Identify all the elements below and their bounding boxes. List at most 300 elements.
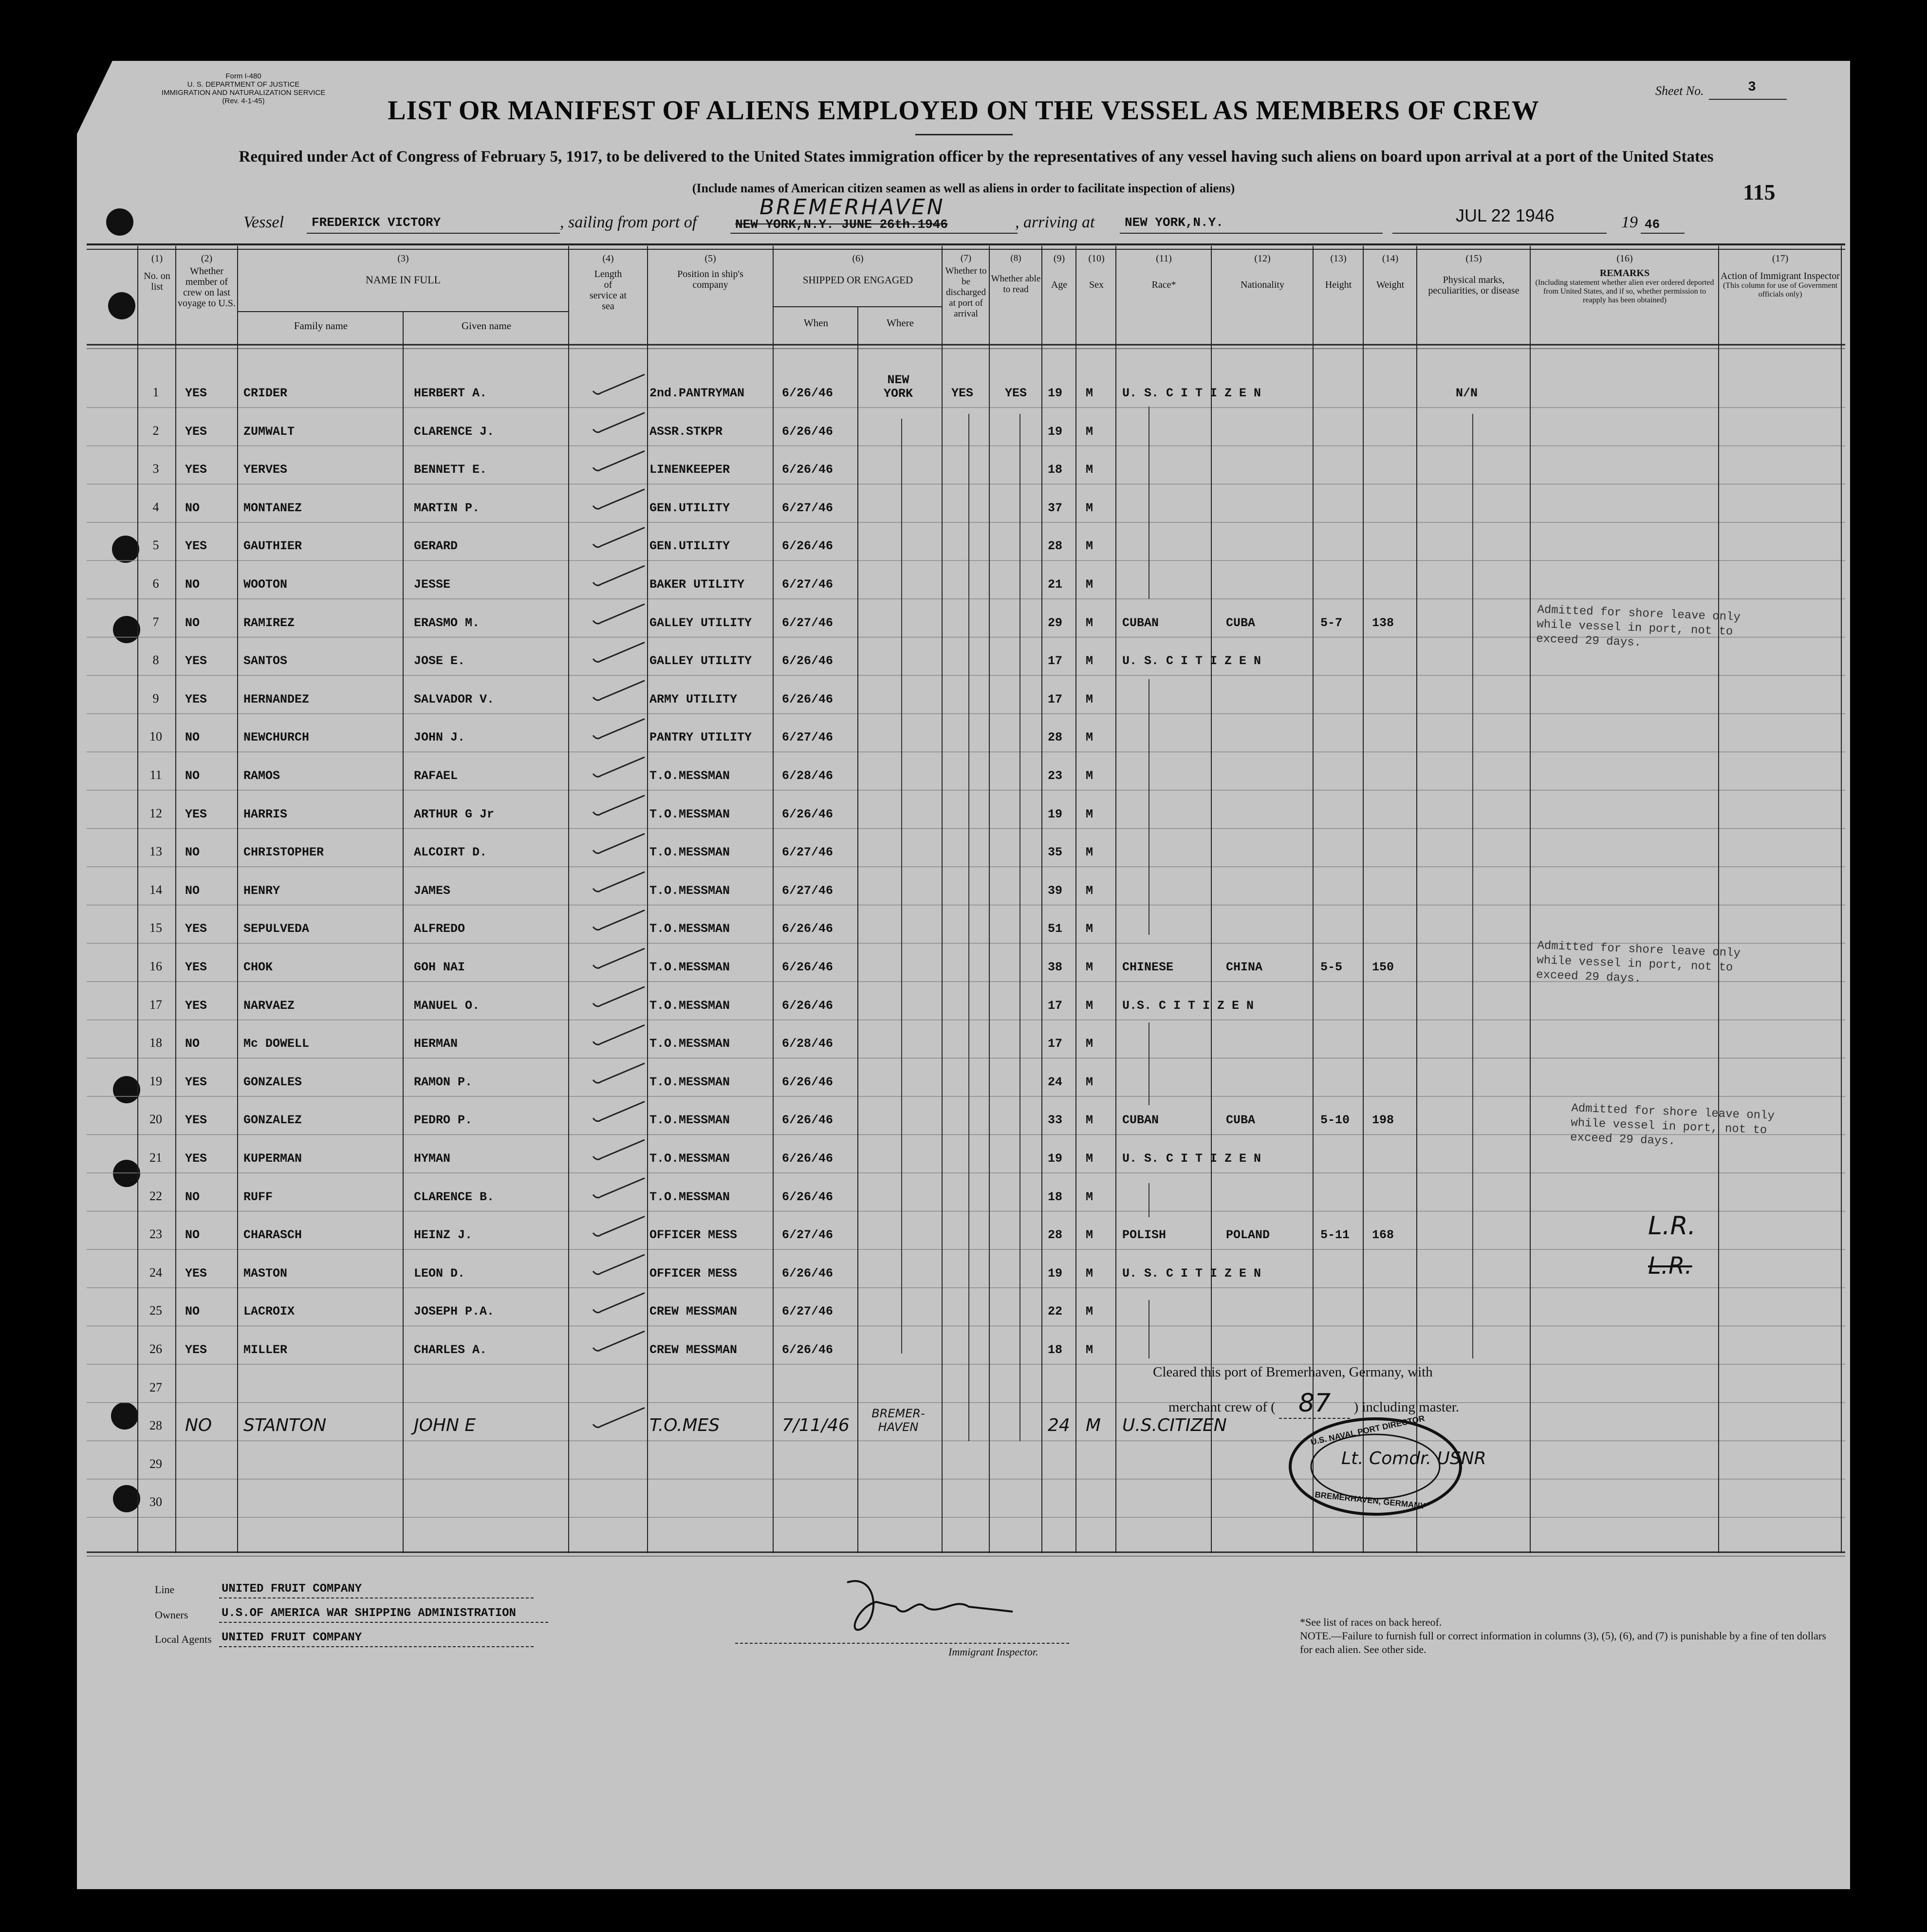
cell-family: HENRY (243, 883, 280, 898)
remark-row-16: Admitted for shore leave only while vessel in port, not to exceed 29 days. (1536, 939, 1741, 986)
cell-age: 51 (1048, 922, 1063, 936)
cell-race: CHINESE (1122, 960, 1174, 974)
footer-owners-label: Owners (155, 1609, 188, 1621)
cell-race: U. S. C I T I Z E N (1122, 386, 1261, 400)
col6-title: SHIPPED OR ENGAGED (802, 274, 913, 286)
col12-header (1212, 253, 1313, 290)
cell-given: CLARENCE B. (414, 1189, 495, 1204)
cell-pos: T.O.MESSMAN (649, 845, 730, 860)
cell-age: 24 (1048, 1075, 1063, 1089)
footer-line-value: UNITED FRUIT COMPANY (222, 1582, 362, 1596)
cell-family: GONZALEZ (243, 1113, 302, 1128)
row-number: 6 (152, 576, 159, 591)
col6-number: (6) (852, 253, 864, 264)
vessel-label: Vessel (243, 213, 284, 231)
cell-pos: T.O.MESSMAN (649, 769, 730, 783)
col8-header (990, 253, 1041, 295)
arriving-port: NEW YORK,N.Y. (1125, 215, 1223, 230)
sheet-label: Sheet No. (1655, 84, 1704, 98)
row-number: 29 (149, 1456, 162, 1471)
cell-family: YERVES (243, 463, 288, 477)
cell-sex: M (1086, 615, 1093, 630)
cell-sex: M (1086, 539, 1093, 554)
col10-header (1077, 253, 1116, 290)
col16-title: REMARKS (1599, 268, 1650, 279)
cell-race: CUBAN (1122, 1113, 1159, 1128)
cell-when: 6/26/46 (782, 1343, 834, 1357)
cell-given: ALCOIRT D. (414, 845, 487, 860)
service-checkmark (593, 413, 645, 432)
row-number: 25 (149, 1303, 162, 1318)
cell-when: 6/26/46 (782, 692, 834, 706)
cell-age: 19 (1048, 386, 1063, 400)
cell-sex: M (1086, 577, 1093, 592)
cell-sex: M (1086, 692, 1093, 706)
cell-pos: GALLEY UTILITY (649, 654, 752, 669)
cell-family: NEWCHURCH (243, 730, 310, 745)
remark-row-20: Admitted for shore leave only while vessel in port, not to exceed 29 days. (1570, 1101, 1775, 1149)
cell-when: 6/27/46 (782, 1228, 834, 1243)
cell-crew: YES (185, 424, 207, 439)
cell-sex: M (1086, 386, 1093, 400)
cell-given: GERARD (414, 539, 458, 554)
row-number: 15 (149, 921, 162, 935)
service-checkmark (593, 834, 645, 853)
col14-title: Weight (1376, 279, 1405, 290)
cell-age: 28 (1048, 539, 1063, 554)
form-number: Form I-480 (225, 72, 261, 80)
naval-stamp-top-text: U.S. NAVAL PORT DIRECTOR (1310, 1413, 1426, 1447)
cell-crew: NO (185, 730, 200, 745)
col3-number: (3) (397, 253, 409, 264)
service-checkmark (593, 796, 645, 815)
col11-header (1117, 253, 1211, 290)
cell-given: LEON D. (414, 1266, 465, 1281)
col16-header (1531, 253, 1718, 305)
col10-number: (10) (1088, 253, 1105, 264)
service-checkmark (593, 1255, 645, 1274)
row-number: 21 (149, 1151, 162, 1165)
cell-family: HERNANDEZ (243, 692, 310, 706)
cell-when: 6/26/46 (782, 998, 834, 1013)
cell-age: 19 (1048, 424, 1063, 439)
cell-pos: BAKER UTILITY (649, 577, 745, 592)
col5-number: (5) (704, 253, 716, 264)
col14-number: (14) (1382, 253, 1399, 264)
cell-race: U. S. C I T I Z E N (1122, 1266, 1261, 1281)
col15-header (1418, 253, 1530, 296)
cell-crew: YES (185, 1113, 207, 1128)
cell-pos: T.O.MESSMAN (649, 1037, 730, 1051)
service-checkmark (593, 910, 645, 929)
col7-number: (7) (960, 253, 972, 263)
row-number: 28 (149, 1418, 162, 1433)
cell-family: MASTON (243, 1266, 288, 1281)
inspector-signature (847, 1581, 1013, 1630)
cell-sex: M (1086, 922, 1093, 936)
cell-pos: T.O.MESSMAN (649, 922, 730, 936)
cell-nat: CUBA (1226, 615, 1256, 630)
cell-age: 19 (1048, 1152, 1063, 1166)
service-checkmark (593, 1025, 645, 1044)
cell-ht: 5-5 (1320, 960, 1343, 974)
cell-wt: 138 (1372, 615, 1394, 630)
arrival-date-stamp: JUL 22 1946 (1456, 205, 1555, 225)
cleared-line-2a: merchant crew of ( (1168, 1399, 1276, 1415)
cell-family: HARRIS (243, 807, 288, 821)
cell-when: 6/26/46 (782, 463, 834, 477)
cell-race: POLISH (1122, 1228, 1167, 1243)
cell-sex: M (1086, 845, 1093, 860)
cell-pos: T.O.MESSMAN (649, 1189, 730, 1204)
cell-when: 6/26/46 (782, 1189, 834, 1204)
cell-age: 23 (1048, 769, 1063, 783)
cell-given: ARTHUR G Jr (414, 807, 495, 821)
cell-crew: NO (185, 615, 200, 630)
cell-race: U.S. C I T I Z E N (1122, 998, 1254, 1013)
cell-age: 38 (1048, 960, 1063, 974)
cell-given: CLARENCE J. (414, 424, 495, 439)
cell-family: RAMIREZ (243, 615, 295, 630)
cell-pos: 2nd.PANTRYMAN (649, 386, 745, 400)
col3b-header: Given name (461, 320, 512, 332)
row-number: 13 (149, 844, 162, 859)
row-number: 24 (149, 1265, 162, 1280)
col7-header (943, 253, 989, 319)
cell-age: 18 (1048, 1343, 1063, 1357)
cell-when: 6/26/46 (782, 1266, 834, 1281)
cell-family: RAMOS (243, 769, 280, 783)
cell-age: 18 (1048, 463, 1063, 477)
col9-header (1043, 253, 1075, 290)
cell-given: PEDRO P. (414, 1113, 473, 1128)
cell-family: GONZALES (243, 1075, 302, 1089)
cell-family: NARVAEZ (243, 998, 295, 1013)
col9-title: Age (1051, 279, 1068, 290)
cell-sex: M (1086, 1304, 1093, 1319)
cell-family: GAUTHIER (243, 539, 302, 554)
cell-when: 6/28/46 (782, 1037, 834, 1051)
service-checkmark (593, 374, 645, 394)
cell-wt: 150 (1372, 960, 1394, 974)
service-checkmark (593, 757, 645, 777)
col6a-header: When (803, 317, 829, 329)
cell-race: U. S. C I T I Z E N (1122, 654, 1261, 669)
cell-given: JOSEPH P.A. (414, 1304, 495, 1319)
cell-given: RAMON P. (414, 1075, 473, 1089)
form-revision: (Rev. 4-1-45) (222, 97, 265, 105)
cell-crew: YES (185, 998, 207, 1013)
col4-header (570, 253, 647, 312)
cell-family: RUFF (243, 1189, 273, 1204)
cell-when: 6/27/46 (782, 1304, 834, 1319)
cell-family: MONTANEZ (243, 501, 302, 515)
cell-pos: LINENKEEPER (649, 463, 730, 477)
cell-crew: NO (185, 1304, 200, 1319)
cell-crew: YES (185, 922, 207, 936)
cell-sex: M (1086, 1266, 1093, 1281)
cell-given: JAMES (414, 883, 451, 898)
cell-age: 39 (1048, 883, 1063, 898)
cell-given: JOHN E (414, 1415, 476, 1436)
col3a-header: Family name (294, 320, 348, 332)
service-checkmark (593, 642, 645, 662)
cell-pos: GEN.UTILITY (649, 501, 730, 515)
service-checkmark (593, 489, 645, 509)
cell-read: YES (1005, 386, 1027, 400)
cell-marks: N/N (1456, 386, 1478, 400)
cell-where: BREMER-HAVEN (871, 1407, 925, 1434)
cell-pos: PANTRY UTILITY (649, 730, 752, 745)
form-department: U. S. DEPARTMENT OF JUSTICE (187, 80, 300, 89)
cell-crew: NO (185, 769, 200, 783)
footer-line-label: Line (155, 1583, 175, 1596)
cell-given: CHARLES A. (414, 1343, 487, 1357)
sailing-port-handwritten: BREMERHAVEN (760, 195, 945, 220)
cell-nat: CUBA (1226, 1113, 1256, 1128)
col8-title: Whether able to read (991, 274, 1041, 295)
cell-family: CHARASCH (243, 1228, 302, 1243)
row-number: 5 (152, 538, 159, 553)
cell-sex: M (1086, 960, 1093, 974)
cell-given: RAFAEL (414, 769, 458, 783)
cell-sex: M (1086, 654, 1093, 669)
cell-sex: M (1086, 1228, 1093, 1243)
cell-age: 28 (1048, 1228, 1063, 1243)
col5-title: Position in ship's company (677, 269, 743, 290)
cell-family: STANTON (243, 1415, 327, 1436)
cell-crew: YES (185, 1152, 207, 1166)
service-checkmark (593, 948, 645, 968)
cell-family: ZUMWALT (243, 424, 295, 439)
cell-sex: M (1086, 1037, 1093, 1051)
row-number: 18 (149, 1036, 162, 1050)
footer-agents-value: UNITED FRUIT COMPANY (222, 1631, 362, 1644)
year-prefix: 19 (1621, 213, 1638, 231)
year-value: 46 (1645, 217, 1660, 232)
cell-where: NEW YORK (883, 373, 913, 401)
crew-count: 87 (1279, 1389, 1350, 1419)
cell-when: 6/27/46 (782, 730, 834, 745)
cell-pos: T.O.MESSMAN (649, 807, 730, 821)
cleared-statement (1153, 1364, 1433, 1380)
cell-given: MANUEL O. (414, 998, 480, 1013)
form-service: IMMIGRATION AND NATURALIZATION SERVICE (161, 89, 326, 97)
cell-pos: T.O.MESSMAN (649, 960, 730, 974)
cell-when: 6/27/46 (782, 615, 834, 630)
col16-subtitle: (Including statement whether alien ever ordered deported from United States, and if so, whether permission to reapply has been obtained) (1535, 279, 1714, 304)
cell-given: SALVADOR V. (414, 692, 495, 706)
service-checkmark (593, 1216, 645, 1236)
service-checkmark (593, 1101, 645, 1121)
service-checkmark (593, 872, 645, 892)
cell-sex: M (1086, 424, 1093, 439)
footer-notes (1300, 1616, 1835, 1656)
cell-pos: T.O.MES (649, 1415, 720, 1436)
cell-race: U.S.CITIZEN (1122, 1415, 1227, 1436)
cell-when: 6/26/46 (782, 654, 834, 669)
cell-ht: 5-7 (1320, 615, 1343, 630)
cell-age: 37 (1048, 501, 1063, 515)
inspector-initials-struck: L.R. (1648, 1252, 1692, 1280)
cell-when: 6/26/46 (782, 807, 834, 821)
cell-wt: 198 (1372, 1113, 1394, 1128)
sheet-serial-number: 115 (1743, 180, 1776, 204)
cell-crew: YES (185, 1343, 207, 1357)
cell-crew: YES (185, 463, 207, 477)
col1-header (139, 253, 175, 292)
cell-pos: GEN.UTILITY (649, 539, 730, 554)
col13-header (1314, 253, 1363, 290)
cell-age: 18 (1048, 1189, 1063, 1204)
row-number: 9 (152, 691, 159, 706)
row-number: 26 (149, 1342, 162, 1356)
row-number: 22 (149, 1189, 162, 1203)
cell-pos: T.O.MESSMAN (649, 1075, 730, 1089)
cell-when: 6/26/46 (782, 424, 834, 439)
service-checkmark (593, 566, 645, 585)
footer-agents-label: Local Agents (155, 1633, 212, 1645)
cell-age: 19 (1048, 1266, 1063, 1281)
row-number: 4 (152, 500, 159, 514)
cell-given: GOH NAI (414, 960, 465, 974)
cell-sex: M (1086, 501, 1093, 515)
cell-age: 22 (1048, 1304, 1063, 1319)
cell-family: SEPULVEDA (243, 922, 310, 936)
cell-pos: ASSR.STKPR (649, 424, 723, 439)
row-number: 7 (152, 614, 159, 629)
cell-given: ALFREDO (414, 922, 465, 936)
col8-number: (8) (1010, 253, 1021, 263)
subtitle-act: Required under Act of Congress of February 5, 1917, to be delivered to the United States immigration officer by the representatives of any vessel having such aliens on board upon arrival at a port of the United States (239, 148, 1714, 166)
cell-age: 17 (1048, 1037, 1063, 1051)
col11-number: (11) (1156, 253, 1172, 264)
footer-note-penalty: NOTE.—Failure to furnish full or correct information in columns (3), (5), (6), and (7) is punishable by a fine of ten dollars for each alien. See other side. (1300, 1630, 1826, 1655)
vessel-name: FREDERICK VICTORY (312, 215, 441, 230)
cell-age: 21 (1048, 577, 1063, 592)
page-title: LIST OR MANIFEST OF ALIENS EMPLOYED ON THE VESSEL AS MEMBERS OF CREW (388, 95, 1539, 126)
col17-title: Action of Immigrant Inspector (1721, 271, 1840, 281)
col14-header (1364, 253, 1416, 290)
col15-title: Physical marks, peculiarities, or disease (1428, 275, 1519, 296)
col16-number: (16) (1616, 253, 1633, 264)
cell-given: MARTIN P. (414, 501, 480, 515)
cell-age: 24 (1048, 1415, 1070, 1436)
cell-given: HERMAN (414, 1037, 458, 1051)
cell-sex: M (1086, 883, 1093, 898)
footer-owners-value: U.S.OF AMERICA WAR SHIPPING ADMINISTRATION (222, 1607, 516, 1620)
col9-number: (9) (1053, 253, 1065, 264)
cell-age: 35 (1048, 845, 1063, 860)
cell-sex: M (1086, 769, 1093, 783)
cell-pos: T.O.MESSMAN (649, 1113, 730, 1128)
service-checkmark (593, 527, 645, 547)
service-checkmark (593, 1293, 645, 1312)
cleared-crew-line (1168, 1389, 1459, 1418)
cell-sex: M (1086, 1113, 1093, 1128)
cell-sex: M (1086, 998, 1093, 1013)
cell-family: CRIDER (243, 386, 288, 400)
cell-age: 19 (1048, 807, 1063, 821)
cell-sex: M (1086, 1075, 1093, 1089)
cell-given: JESSE (414, 577, 451, 592)
col11-title: Race* (1151, 279, 1176, 290)
cell-crew: YES (185, 386, 207, 400)
naval-stamp-signature: Lt. Comdr. USNR (1341, 1449, 1486, 1468)
service-checkmark (593, 987, 645, 1006)
col12-title: Nationality (1241, 279, 1284, 290)
inspector-label: Immigrant Inspector. (948, 1646, 1038, 1658)
cell-age: 28 (1048, 730, 1063, 745)
cell-family: SANTOS (243, 654, 288, 669)
cell-when: 6/27/46 (782, 501, 834, 515)
cell-disch: YES (951, 386, 974, 400)
remark-row-7: Admitted for shore leave only while vessel in port, not to exceed 29 days. (1536, 603, 1741, 650)
cell-age: 29 (1048, 615, 1063, 630)
cell-race: CUBAN (1122, 615, 1159, 630)
cell-crew: NO (185, 1037, 200, 1051)
service-checkmark (593, 1331, 645, 1351)
row-number: 27 (149, 1380, 162, 1394)
col1-number: (1) (151, 253, 163, 264)
cell-when: 6/27/46 (782, 883, 834, 898)
cell-sex: M (1086, 730, 1093, 745)
cell-crew: YES (185, 539, 207, 554)
cell-crew: YES (185, 692, 207, 706)
cell-family: CHOK (243, 960, 273, 974)
cell-pos: ARMY UTILITY (649, 692, 738, 706)
cell-age: 17 (1048, 654, 1063, 669)
cell-when: 6/26/46 (782, 539, 834, 554)
row-number: 12 (149, 806, 162, 820)
cell-crew: NO (185, 1415, 212, 1436)
col7-title: Whether to be discharged at port of arrival (945, 266, 987, 319)
cell-given: HERBERT A. (414, 386, 487, 400)
cell-family: KUPERMAN (243, 1152, 302, 1166)
cell-given: BENNETT E. (414, 463, 487, 477)
cell-ht: 5-11 (1320, 1228, 1350, 1243)
arriving-label: , arriving at (1015, 213, 1095, 231)
cell-sex: M (1086, 1189, 1093, 1204)
cell-pos: T.O.MESSMAN (649, 1152, 730, 1166)
cell-given: JOSE E. (414, 654, 465, 669)
service-checkmark (593, 1063, 645, 1083)
cell-crew: NO (185, 1228, 200, 1243)
cell-when: 6/26/46 (782, 1152, 834, 1166)
cell-family: WOOTON (243, 577, 288, 592)
cell-sex: M (1086, 807, 1093, 821)
row-number: 11 (149, 768, 162, 782)
cell-crew: YES (185, 1075, 207, 1089)
naval-stamp-bottom-text: BREMERHAVEN, GERMANY (1314, 1490, 1426, 1511)
cell-pos: CREW MESSMAN (649, 1343, 738, 1357)
col4-title: Length of service at sea (589, 269, 627, 312)
col5-header (649, 253, 772, 290)
cell-pos: OFFICER MESS (649, 1266, 738, 1281)
cell-family: MILLER (243, 1343, 288, 1357)
row-number: 10 (149, 729, 162, 744)
row-number: 19 (149, 1074, 162, 1088)
col1-title: No. on list (144, 271, 170, 292)
col3-title: NAME IN FULL (366, 274, 441, 286)
col17-number: (17) (1772, 253, 1789, 264)
col12-number: (12) (1254, 253, 1271, 264)
cell-wt: 168 (1372, 1228, 1394, 1243)
cell-family: CHRISTOPHER (243, 845, 324, 860)
cell-ht: 5-10 (1320, 1113, 1350, 1128)
cell-nat: CHINA (1226, 960, 1263, 974)
col2-header (177, 253, 237, 309)
